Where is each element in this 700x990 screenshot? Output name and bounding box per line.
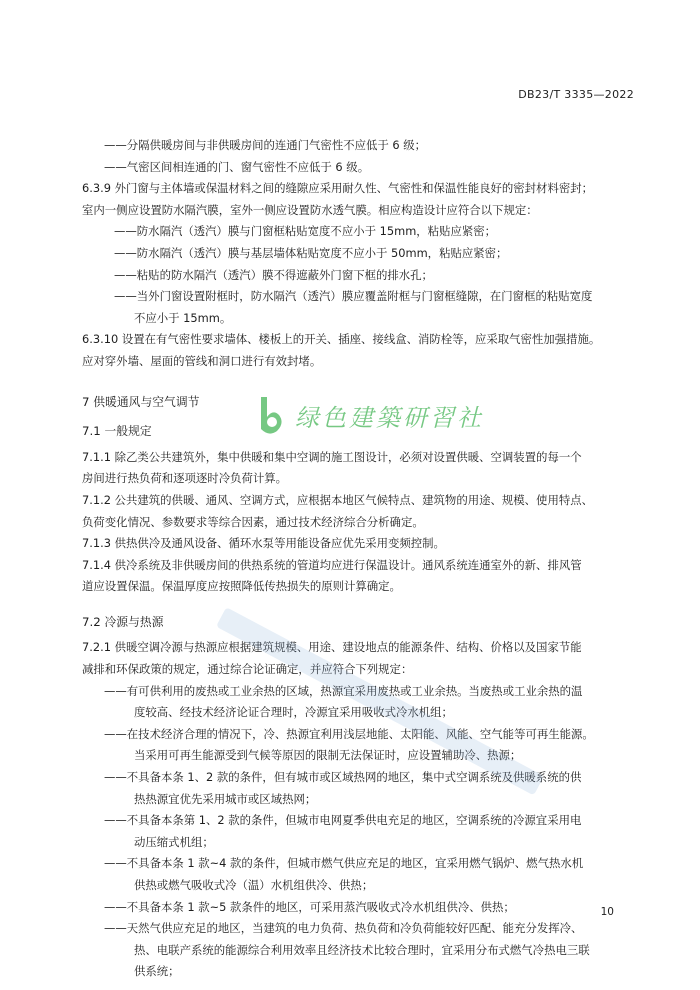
list-item-continuation: 当采用可再生能源受到气候等原因的限制无法保证时，应设置辅助冷、热源； — [134, 748, 522, 763]
subsection-heading: 7.2 冷源与热源 — [82, 614, 164, 629]
paragraph-line: 道应设置保温。保温厚度应按照降低传热损失的原则计算确定。 — [82, 579, 401, 594]
document-code: DB23/T 3335—2022 — [518, 88, 634, 101]
list-item-continuation: 热热源宜优先采用城市或区域热网； — [134, 791, 317, 806]
clause-6-3-9: 6.3.9 外门窗与主体墙或保温材料之间的缝隙应采用耐久性、气密性和保温性能良好的密封材料密封； — [82, 181, 594, 196]
list-item: ——当外门窗设置附框时，防水隔汽（透汽）膜应覆盖附框与门窗框缝隙，在门窗框的粘贴宽度 — [114, 289, 593, 304]
list-item-continuation: 供系统； — [134, 964, 180, 979]
list-item: ——有可供利用的废热或工业余热的区域，热源宜采用废热或工业余热。当废热或工业余热的温 — [104, 683, 583, 698]
clause-7-1-3: 7.1.3 供热供冷及通风设备、循环水泵等用能设备应优先采用变频控制。 — [82, 536, 445, 551]
list-item: ——防水隔汽（透汽）膜与门窗框粘贴宽度不应小于 15mm，粘贴应紧密； — [114, 224, 497, 239]
paragraph-line: 室内一侧应设置防水隔汽膜，室外一侧应设置防水透气膜。相应构造设计应符合以下规定： — [82, 202, 538, 217]
list-item: ——气密区间相连通的门、窗气密性不应低于 6 级。 — [104, 159, 370, 174]
paragraph-line: 房间进行热负荷和逐项逐时冷负荷计算。 — [82, 471, 288, 486]
paragraph-line: 减排和环保政策的规定，通过综合论证确定，并应符合下列规定： — [82, 662, 413, 677]
clause-7-1-2: 7.1.2 公共建筑的供暖、通风、空调方式，应根据本地区气候特点、建筑物的用途、规模、使用特点、 — [82, 492, 594, 507]
watermark — [255, 395, 484, 435]
list-item: ——天然气供应充足的地区，当建筑的电力负荷、热负荷和冷负荷能较好匹配、能充分发挥冷、 — [104, 921, 583, 936]
clause-6-3-10: 6.3.10 设置在有气密性要求墙体、楼板上的开关、插座、接线盒、消防栓等，应采取气密性加强措施。 — [82, 332, 601, 347]
list-item: ——防水隔汽（透汽）膜与基层墙体粘贴宽度不应小于 50mm，粘贴应紧密； — [114, 245, 508, 260]
list-item: ——不具备本条第 1、2 款的条件，但城市电网夏季供电充足的地区，空调系统的冷源宜采用电 — [104, 813, 582, 828]
clause-7-2-1: 7.2.1 供暖空调冷源与热源应根据建筑规模、用途、建设地点的能源条件、结构、价格以及国家节能 — [82, 640, 582, 655]
subsection-heading: 7.1 一般规定 — [82, 424, 152, 439]
clause-7-1-1: 7.1.1 除乙类公共建筑外，集中供暖和集中空调的施工图设计，必须对设置供暖、空调装置的每一个 — [82, 449, 582, 464]
list-item: ——不具备本条 1 款~4 款的条件，但城市燃气供应充足的地区，宜采用燃气锅炉、燃气热水机 — [104, 856, 584, 871]
paragraph-line: 应对穿外墙、屋面的管线和洞口进行有效封堵。 — [82, 353, 322, 368]
watermark-text: 绿色建築研習社 — [295, 403, 484, 432]
list-item: ——不具备本条 1 款~5 款条件的地区，可采用蒸汽吸收式冷水机组供冷、供热； — [104, 899, 515, 914]
list-item: ——粘贴的防水隔汽（透汽）膜不得遮蔽外门窗下框的排水孔； — [114, 267, 433, 282]
list-item-continuation: 热、电联产系统的能源综合利用效率且经济技术比较合理时，宜采用分布式燃气冷热电三联 — [134, 942, 590, 957]
paragraph-line: 负荷变化情况、参数要求等综合因素，通过技术经济综合分析确定。 — [82, 514, 424, 529]
list-item: ——分隔供暖房间与非供暖房间的连通门气密性不应低于 6 级； — [104, 138, 427, 152]
list-item-continuation: 度较高、经技术经济论证合理时，冷源宜采用吸收式冷水机组； — [134, 705, 453, 720]
leaf-logo-icon — [255, 395, 285, 435]
list-item: ——不具备本条 1、2 款的条件，但有城市或区域热网的地区，集中式空调系统及供暖系统的供 — [104, 770, 582, 785]
list-item: ——在技术经济合理的情况下，冷、热源宜利用浅层地能、太阳能、风能、空气能等可再生能源。 — [104, 726, 594, 741]
list-item-continuation: 供热或燃气吸收式冷（温）水机组供冷、供热； — [134, 878, 374, 892]
page-number: 10 — [600, 906, 614, 918]
clause-7-1-4: 7.1.4 供冷系统及非供暖房间的供热系统的管道均应进行保温设计。通风系统连通室外的新、排风管 — [82, 557, 582, 572]
document-body — [82, 135, 642, 983]
list-item-continuation: 动压缩式机组； — [134, 834, 214, 849]
section-heading: 7 供暖通风与空气调节 — [82, 394, 200, 409]
list-item-continuation: 不应小于 15mm。 — [134, 310, 232, 325]
